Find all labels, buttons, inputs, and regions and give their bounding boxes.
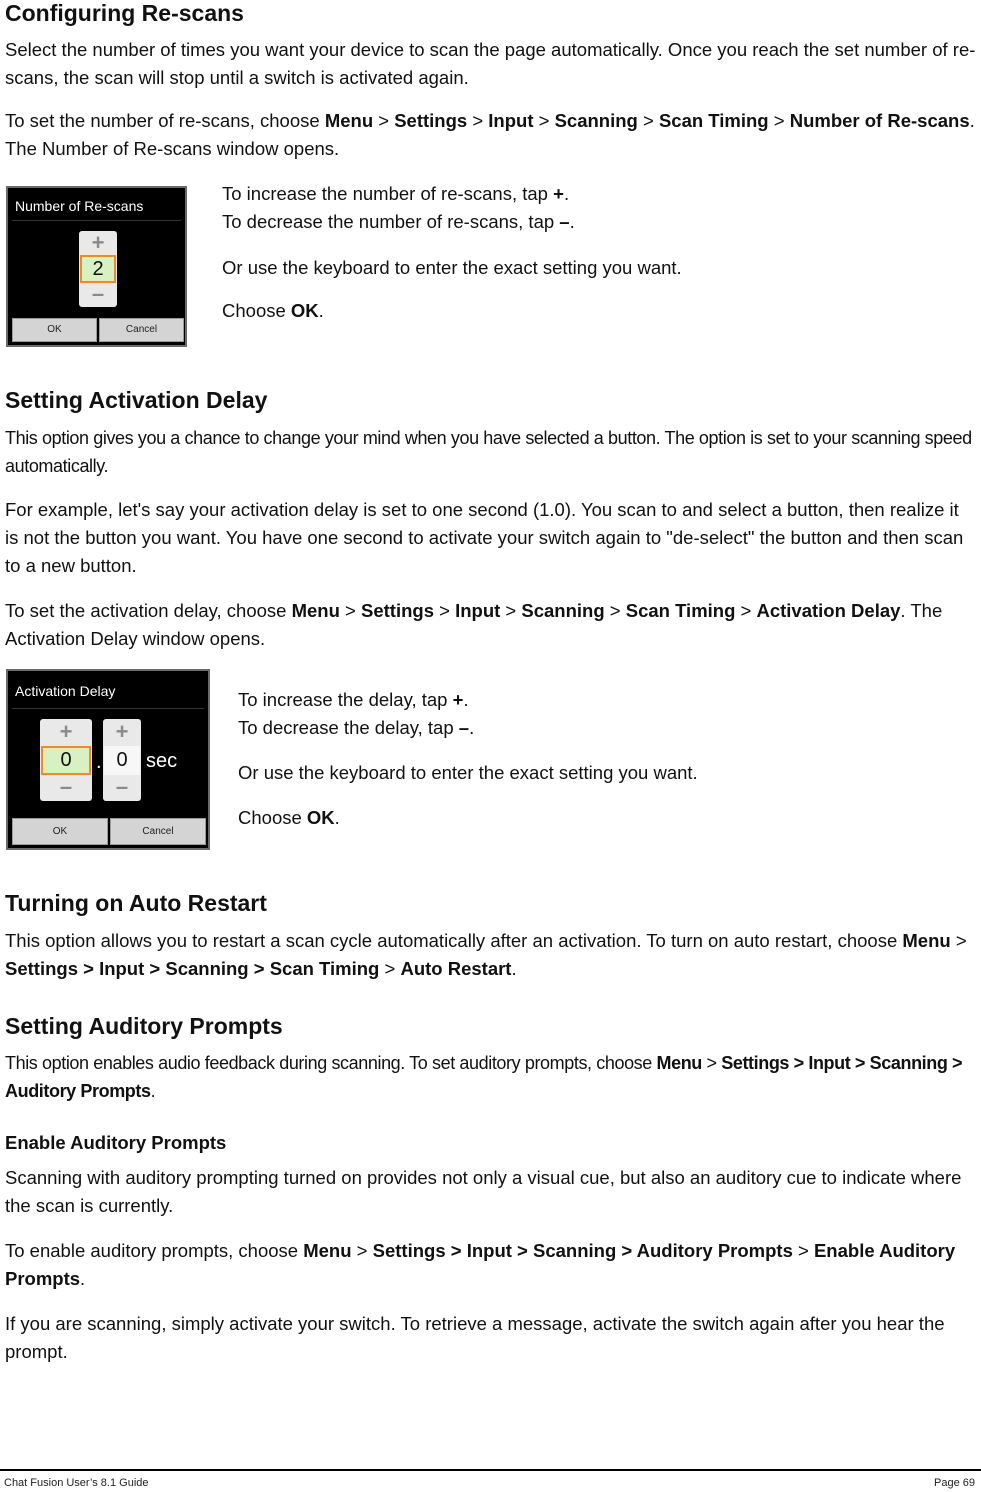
rescans-decrease: To decrease the number of re-scans, tap –.: [222, 211, 575, 232]
footer-title: Chat Fusion User’s 8.1 Guide: [4, 1477, 149, 1489]
heading-activation-delay: Setting Activation Delay: [5, 387, 268, 413]
auditory-intro: This option enables audio feedback during scanning. To set auditory prompts, choose Menu > Settings > Input > Scanning > Auditory Prompts.: [5, 1053, 963, 1101]
delay-tenths-picker[interactable]: [103, 719, 141, 801]
dialog-title: Number of Re-scans: [15, 198, 144, 214]
footer-divider: [0, 1469, 981, 1471]
auditory-retrieve: If you are scanning, simply activate your switch. To retrieve a message, activate the switch again after you hear the prompt.: [5, 1313, 945, 1362]
auditory-description: Scanning with auditory prompting turned on provides not only a visual cue, but also an auditory cue to indicate where the scan is currently.: [5, 1167, 962, 1216]
auditory-path: To enable auditory prompts, choose Menu > Settings > Input > Scanning > Auditory Prompts > Enable Auditory Prompts.: [5, 1240, 956, 1289]
cancel-button[interactable]: Cancel: [99, 318, 184, 342]
page-number: Page 69: [934, 1477, 975, 1489]
heading-auditory-prompts: Setting Auditory Prompts: [5, 1013, 283, 1039]
delay-example: For example, let's say your activation delay is set to one second (1.0). You scan to and select a button, then realize it is not the button you want. You have one second to activate your switch again to "de-select" the button and then scan to a new button.: [5, 499, 964, 576]
increment-button[interactable]: +: [91, 230, 105, 255]
heading-auto-restart: Turning on Auto Restart: [5, 890, 267, 916]
delay-seconds-picker[interactable]: [40, 719, 92, 801]
delay-choose-ok: Choose OK.: [238, 807, 340, 828]
ok-button[interactable]: OK: [12, 818, 108, 845]
auto-restart-text: This option allows you to restart a scan cycle automatically after an activation. To turn on auto restart, choose Menu > Settings > Input > Scanning > Scan Timing > Auto Restart.: [5, 930, 967, 979]
rescans-value[interactable]: 2: [80, 255, 116, 283]
delay-tenths-value[interactable]: 0: [104, 746, 140, 775]
delay-intro: This option gives you a chance to change your mind when you have selected a button. The option is set to your scanning speed automatically.: [5, 428, 972, 476]
subheading-enable-auditory-prompts: Enable Auditory Prompts: [5, 1132, 227, 1153]
rescans-dialog-image: [6, 186, 187, 347]
dialog-title: Activation Delay: [15, 683, 116, 699]
seconds-unit: sec: [146, 750, 178, 772]
rescans-keyboard: Or use the keyboard to enter the exact setting you want.: [222, 257, 682, 278]
decrement-button[interactable]: –: [91, 281, 105, 306]
delay-keyboard: Or use the keyboard to enter the exact setting you want.: [238, 762, 698, 783]
delay-seconds-value[interactable]: 0: [41, 746, 91, 775]
delay-increase: To increase the delay, tap +.: [238, 689, 469, 710]
cancel-button[interactable]: Cancel: [110, 818, 206, 845]
rescans-intro: Select the number of times you want your device to scan the page automatically. Once you reach the set number of re-scans, the scan will stop until a switch is activated again.: [5, 39, 976, 88]
rescans-choose-ok: Choose OK.: [222, 300, 324, 321]
activation-delay-dialog-image: [6, 669, 210, 850]
heading-configuring-rescans: Configuring Re-scans: [5, 0, 244, 26]
delay-path: To set the activation delay, choose Menu > Settings > Input > Scanning > Scan Timing > Activation Delay. The Activation Delay window opens.: [5, 600, 943, 649]
decrement-button[interactable]: –: [59, 774, 73, 799]
delay-decrease: To decrease the delay, tap –.: [238, 717, 475, 738]
ok-button[interactable]: OK: [12, 318, 97, 342]
rescans-path: To set the number of re-scans, choose Menu > Settings > Input > Scanning > Scan Timing > Number of Re-scans. The Number of Re-scans window opens.: [5, 110, 975, 159]
rescans-increase: To increase the number of re-scans, tap +.: [222, 183, 570, 204]
decimal-point: .: [96, 751, 102, 773]
increment-button[interactable]: +: [115, 719, 129, 744]
increment-button[interactable]: +: [59, 719, 73, 744]
rescans-number-picker[interactable]: [79, 231, 117, 307]
decrement-button[interactable]: –: [115, 774, 129, 799]
